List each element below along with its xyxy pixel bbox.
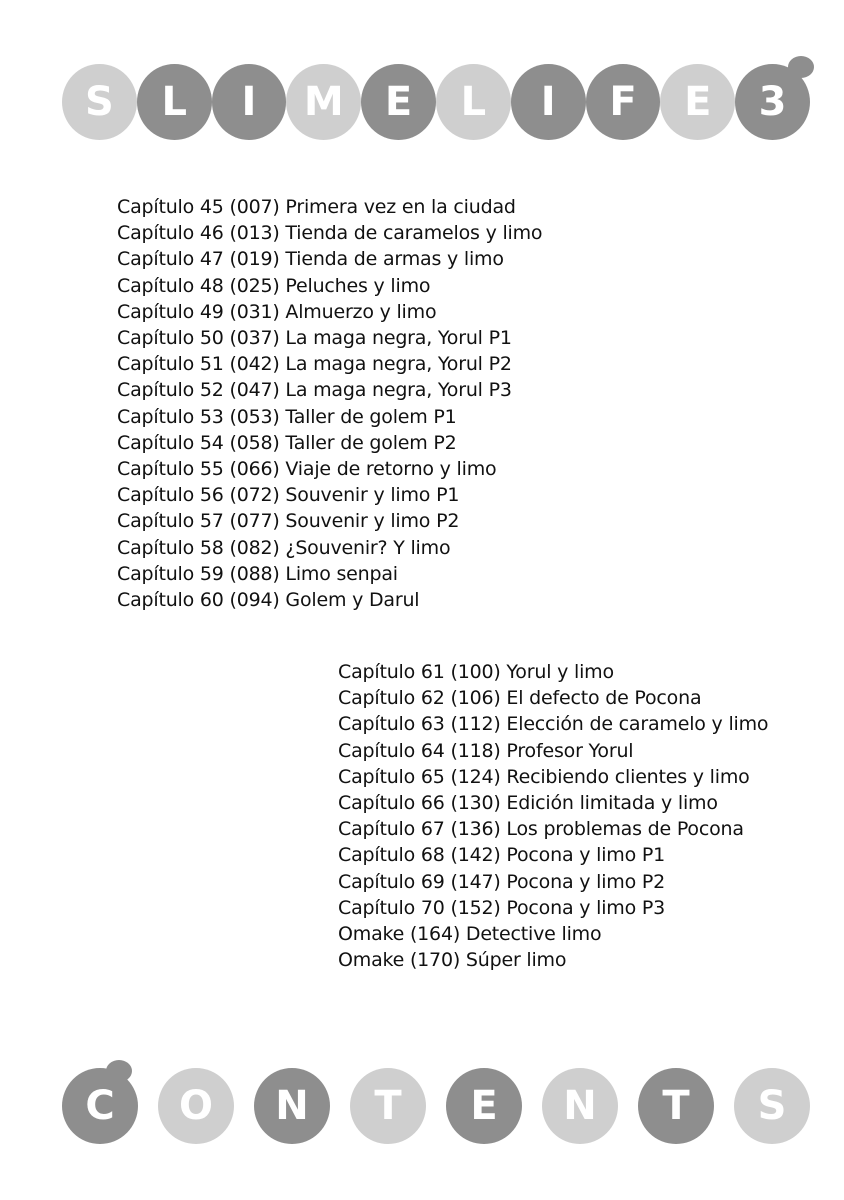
title-letter-bubble: F	[586, 64, 661, 140]
toc-entry: Capítulo 50 (037) La maga negra, Yorul P1	[117, 327, 512, 350]
title-letter-bubble: L	[436, 64, 511, 140]
contents-letter-bubble: S	[734, 1068, 810, 1144]
toc-entry: Capítulo 68 (142) Pocona y limo P1	[338, 844, 665, 867]
toc-entry: Capítulo 63 (112) Elección de caramelo y limo	[338, 713, 769, 736]
toc-entry: Capítulo 52 (047) La maga negra, Yorul P3	[117, 379, 512, 402]
contents-letter-bubble: T	[638, 1068, 714, 1144]
toc-entry: Capítulo 51 (042) La maga negra, Yorul P2	[117, 353, 512, 376]
contents-letter-bubble: T	[350, 1068, 426, 1144]
toc-entry: Capítulo 57 (077) Souvenir y limo P2	[117, 510, 460, 533]
toc-entry: Capítulo 70 (152) Pocona y limo P3	[338, 896, 665, 919]
toc-entry: Capítulo 53 (053) Taller de golem P1	[117, 405, 457, 428]
toc-entry: Capítulo 55 (066) Viaje de retorno y limo	[117, 458, 497, 481]
toc-entry: Capítulo 59 (088) Limo senpai	[117, 562, 398, 585]
contents-banner	[62, 1064, 810, 1148]
toc-entry: Capítulo 66 (130) Edición limitada y limo	[338, 792, 718, 815]
toc-entry: Capítulo 61 (100) Yorul y limo	[338, 661, 614, 683]
toc-entry: Capítulo 56 (072) Souvenir y limo P1	[117, 484, 460, 507]
title-banner	[62, 60, 810, 144]
toc-entry: Capítulo 65 (124) Recibiendo clientes y limo	[338, 765, 750, 788]
contents-letter-bubble: N	[542, 1068, 618, 1144]
toc-entry: Capítulo 64 (118) Profesor Yorul	[338, 739, 634, 762]
title-letter-bubble: S	[62, 64, 137, 140]
toc-entry: Capítulo 58 (082) ¿Souvenir? Y limo	[117, 536, 451, 559]
toc-column-1	[117, 194, 542, 613]
toc-entry: Capítulo 46 (013) Tienda de caramelos y limo	[117, 222, 543, 245]
toc-entry: Capítulo 60 (094) Golem y Darul	[117, 589, 420, 612]
contents-letter-bubble: N	[254, 1068, 330, 1144]
toc-entry: Capítulo 47 (019) Tienda de armas y limo	[117, 248, 504, 271]
contents-letter-bubble: C	[62, 1068, 138, 1144]
toc-column-2	[338, 659, 768, 973]
toc-entry: Omake (164) Detective limo	[338, 923, 602, 946]
toc-entry: Capítulo 49 (031) Almuerzo y limo	[117, 300, 437, 323]
toc-entry: Omake (170) Súper limo	[338, 949, 567, 972]
title-letter-bubble: L	[137, 64, 212, 140]
contents-letter-bubble: O	[158, 1068, 234, 1144]
title-letter-bubble: E	[361, 64, 436, 140]
contents-letter-bubble: E	[446, 1068, 522, 1144]
title-letter-bubble: I	[511, 64, 586, 140]
toc-entry: Capítulo 45 (007) Primera vez en la ciudad	[117, 196, 516, 218]
toc-entry: Capítulo 62 (106) El defecto de Pocona	[338, 687, 702, 710]
title-letter-bubble: I	[212, 64, 287, 140]
title-letter-bubble: E	[660, 64, 735, 140]
toc-entry: Capítulo 67 (136) Los problemas de Pocona	[338, 818, 744, 841]
toc-entry: Capítulo 69 (147) Pocona y limo P2	[338, 870, 665, 893]
toc-entry: Capítulo 54 (058) Taller de golem P2	[117, 431, 457, 454]
toc-entry: Capítulo 48 (025) Peluches y limo	[117, 274, 431, 297]
title-letter-bubble: M	[286, 64, 361, 140]
title-letter-bubble: 3	[735, 64, 810, 140]
